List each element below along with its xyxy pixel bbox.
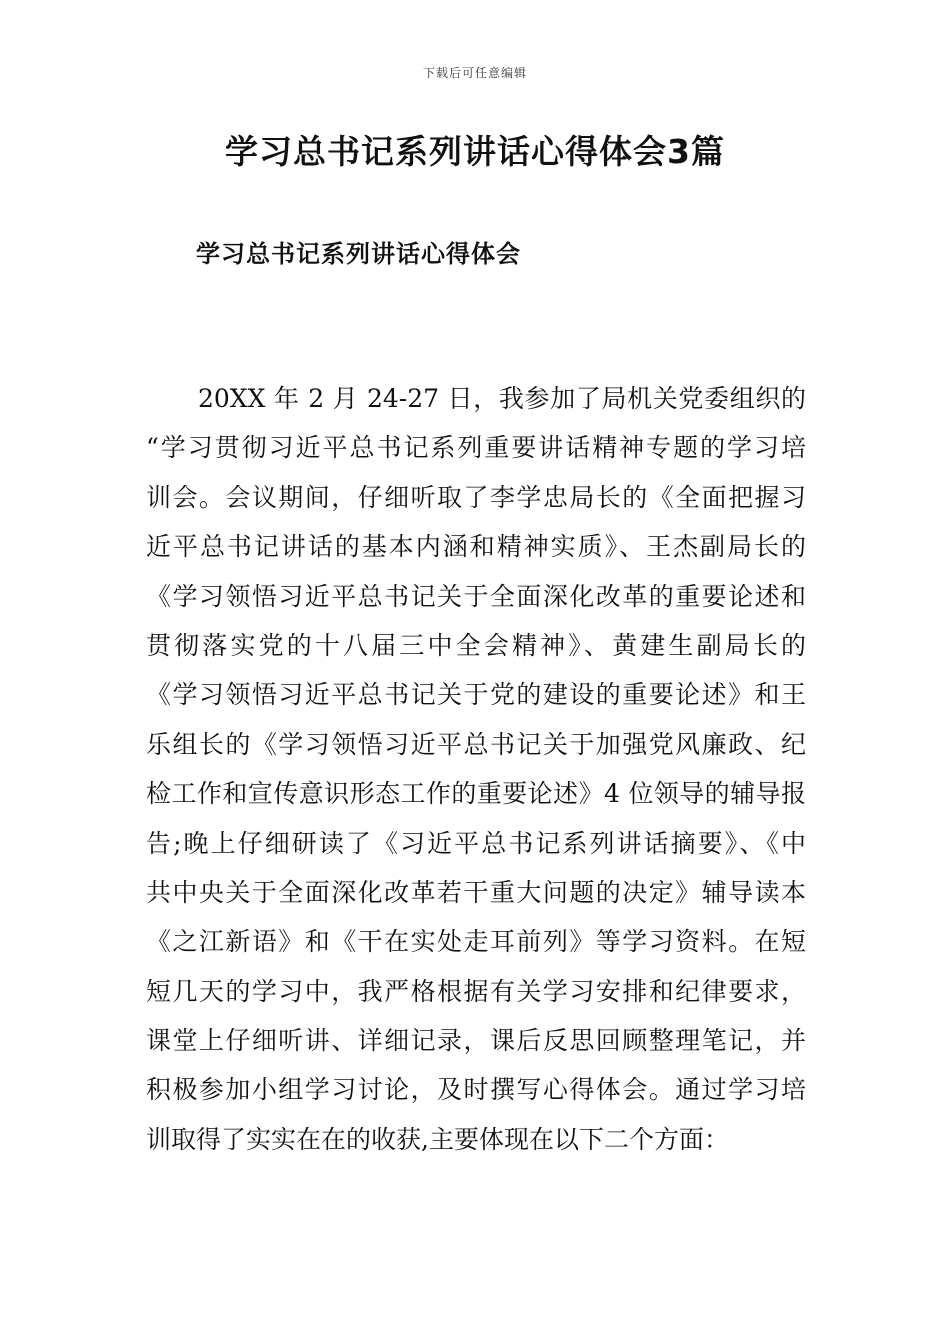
- paragraph-line-text: 《之江新语》和《干在实处走耳前列》等学习资料。在短: [146, 927, 806, 957]
- paragraph-line-text: 积极参加小组学习讨论，及时撰写心得体会。通过学习培: [146, 1075, 806, 1105]
- paragraph-line: [0, 1119, 950, 1168]
- body-paragraph: [0, 378, 950, 1168]
- paragraph-line-text: 告;晚上仔细研读了《习近平总书记系列讲话摘要》、《中: [146, 828, 806, 858]
- paragraph-line-text: “学习贯彻习近平总书记系列重要讲话精神专题的学习培: [146, 433, 806, 463]
- paragraph-line: [0, 1020, 950, 1069]
- paragraph-line: [0, 872, 950, 921]
- paragraph-line: [0, 724, 950, 773]
- paragraph-line: [0, 921, 950, 970]
- paragraph-line: [0, 674, 950, 723]
- paragraph-line-text: 短几天的学习中，我严格根据有关学习安排和纪律要求，: [146, 976, 806, 1006]
- paragraph-line-text: 《学习领悟习近平总书记关于党的建设的重要论述》和王: [146, 680, 806, 710]
- paragraph-line: [0, 526, 950, 575]
- paragraph-line: [0, 625, 950, 674]
- paragraph-line-text: 20XX 年 2 月 24-27 日，我参加了局机关党委组织的: [198, 384, 806, 413]
- paragraph-line-text: 乐组长的《学习领悟习近平总书记关于加强党风廉政、纪: [146, 729, 806, 759]
- paragraph-line-text: 贯彻落实党的十八届三中全会精神》、黄建生副局长的: [146, 630, 806, 660]
- paragraph-line-text: 《学习领悟习近平总书记关于全面深化改革的重要论述和: [146, 581, 806, 611]
- paragraph-line-text: 近平总书记讲话的基本内涵和精神实质》、王杰副局长的: [146, 532, 806, 562]
- paragraph-line-text: 共中央关于全面深化改革若干重大问题的决定》辅导读本: [146, 877, 806, 907]
- paragraph-line-text: 检工作和宣传意识形态工作的重要论述》4 位领导的辅导报: [146, 779, 806, 809]
- paragraph-line: [0, 971, 950, 1020]
- paragraph-line-text: 训取得了实实在在的收获,主要体现在以下二个方面：: [146, 1124, 729, 1154]
- paragraph-line: [0, 1069, 950, 1118]
- paragraph-line: [0, 427, 950, 476]
- paragraph-line-text: 训会。会议期间，仔细听取了李学忠局长的《全面把握习: [146, 482, 806, 512]
- header-note: 下载后可任意编辑: [422, 66, 527, 80]
- paragraph-line: [0, 823, 950, 872]
- section-subtitle: 学习总书记系列讲话心得体会: [196, 240, 521, 268]
- paragraph-line-text: 课堂上仔细听讲、详细记录，课后反思回顾整理笔记，并: [146, 1026, 806, 1056]
- paragraph-line: [0, 378, 950, 427]
- paragraph-line: [0, 773, 950, 822]
- paragraph-line: [0, 477, 950, 526]
- paragraph-line: [0, 576, 950, 625]
- document-title: 学习总书记系列讲话心得体会3篇: [225, 132, 725, 171]
